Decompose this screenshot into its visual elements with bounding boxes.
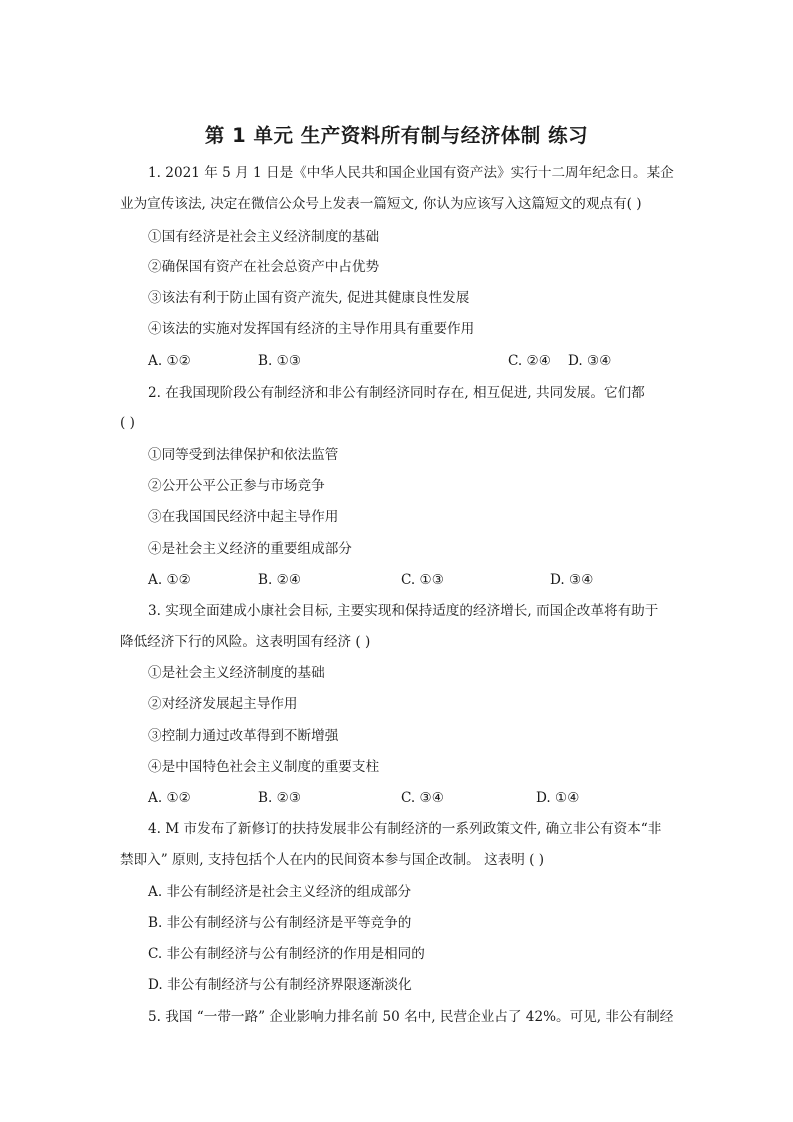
q2-option-b: B. ②④ — [258, 572, 302, 588]
q2-statement-2: ②公开公平公正参与市场竞争 — [148, 478, 325, 494]
q4-option-c: C. 非公有制经济与公有制经济的作用是相同的 — [148, 946, 425, 962]
q2-statement-3: ③在我国国民经济中起主导作用 — [148, 509, 339, 525]
q3-statement-3: ③控制力通过改革得到不断增强 — [148, 728, 339, 744]
q2-option-c: C. ①③ — [401, 572, 444, 588]
q2-option-a: A. ①② — [148, 572, 191, 588]
q3-stem-line-1: 3. 实现全面建成小康社会目标, 主要实现和保持适度的经济增长, 而国企改革将有助于 — [148, 603, 659, 619]
q2-stem-line-1: 2. 在我国现阶段公有制经济和非公有制经济同时存在, 相互促进, 共同发展。它们都 — [148, 385, 645, 401]
q3-option-c: C. ③④ — [401, 790, 444, 806]
q5-stem-line-1: 5. 我国 “一带一路” 企业影响力排名前 50 名中, 民营企业占了 42%。可见, 非公有制经 — [148, 1009, 674, 1025]
q1-stem-line-1: 1. 2021 年 5 月 1 日是《中华人民共和国企业国有资产法》实行十二周年纪念日。某企 — [148, 165, 674, 181]
q1-statement-2: ②确保国有资产在社会总资产中占优势 — [148, 259, 380, 275]
q3-option-d: D. ①④ — [536, 790, 580, 806]
q4-stem-line-1: 4. M 市发布了新修订的扶持发展非公有制经济的一系列政策文件, 确立非公有资本“非 — [148, 821, 662, 837]
q2-stem-line-2: ( ) — [120, 415, 135, 431]
q3-statement-1: ①是社会主义经济制度的基础 — [148, 665, 325, 681]
q2-statement-4: ④是社会主义经济的重要组成部分 — [148, 541, 352, 557]
q4-stem-line-2: 禁即入” 原则, 支持包括个人在内的民间资本参与国企改制。 这表明 ( ) — [120, 852, 545, 868]
q1-option-b: B. ①③ — [258, 353, 302, 369]
q3-option-b: B. ②③ — [258, 790, 302, 806]
q4-option-a: A. 非公有制经济是社会主义经济的组成部分 — [148, 884, 412, 900]
q3-option-a: A. ①② — [148, 790, 191, 806]
q1-statement-4: ④该法的实施对发挥国有经济的主导作用具有重要作用 — [148, 321, 475, 337]
q4-option-b: B. 非公有制经济与公有制经济是平等竞争的 — [148, 915, 412, 931]
page-title: 第 1 单元 生产资料所有制与经济体制 练习 — [204, 124, 589, 147]
q1-statement-1: ①国有经济是社会主义经济制度的基础 — [148, 229, 380, 245]
q1-option-a: A. ①② — [148, 353, 191, 369]
q3-statement-2: ②对经济发展起主导作用 — [148, 696, 298, 712]
q1-option-c: C. ②④ — [508, 353, 551, 369]
q2-option-d: D. ③④ — [550, 572, 594, 588]
q3-statement-4: ④是中国特色社会主义制度的重要支柱 — [148, 759, 380, 775]
q1-stem-line-2: 业为宣传该法, 决定在微信公众号上发表一篇短文, 你认为应该写入这篇短文的观点有( ) — [120, 196, 642, 212]
q1-option-d: D. ③④ — [568, 353, 612, 369]
q4-option-d: D. 非公有制经济与公有制经济界限逐渐淡化 — [148, 977, 412, 993]
q1-statement-3: ③该法有利于防止国有资产流失, 促进其健康良性发展 — [148, 290, 470, 306]
q3-stem-line-2: 降低经济下行的风险。这表明国有经济 ( ) — [120, 634, 371, 650]
q2-statement-1: ①同等受到法律保护和依法监管 — [148, 447, 339, 463]
